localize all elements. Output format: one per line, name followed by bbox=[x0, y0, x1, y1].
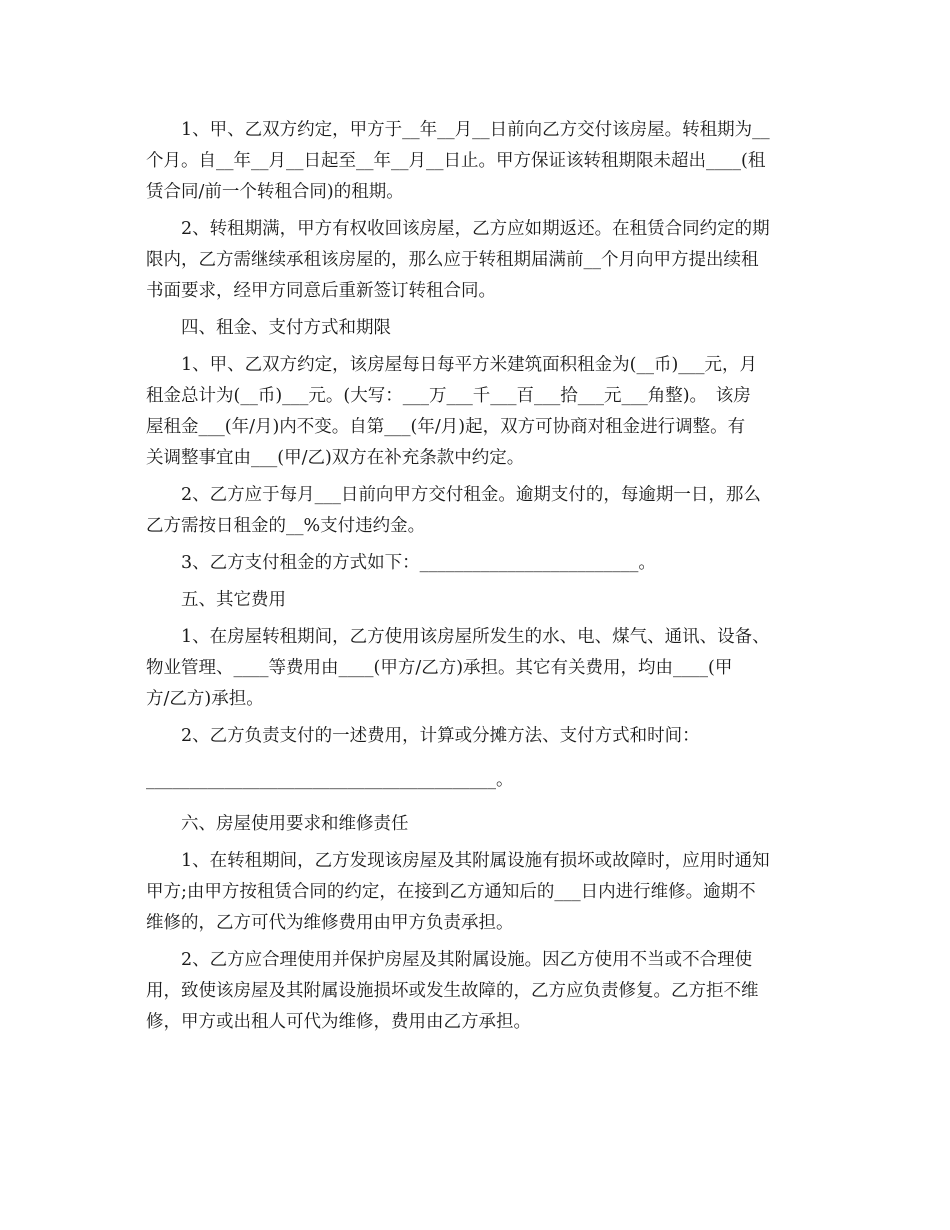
text-line: 3、乙方支付租金的方式如下：_________________________。 bbox=[146, 553, 656, 573]
text-line: 租金总计为(__币)___元。(大写：___万___千___百___拾___元___角整)。 该房 bbox=[146, 386, 751, 406]
document-body bbox=[146, 115, 810, 1038]
text-line: 方/乙方)承担。 bbox=[146, 689, 264, 709]
text-line: ________________________________________。 bbox=[146, 770, 514, 790]
text-line: 1、在转租期间，乙方发现该房屋及其附属设施有损坏或故障时，应用时通知 bbox=[146, 851, 770, 871]
text-line: 物业管理、____等费用由____(甲方/乙方)承担。其它有关费用，均由____(甲 bbox=[146, 658, 733, 678]
text-line: 1、在房屋转租期间，乙方使用该房屋所发生的水、电、煤气、通讯、设备、 bbox=[146, 627, 770, 647]
text-line: 2、转租期满，甲方有权收回该房屋，乙方应如期返还。在租赁合同约定的期 bbox=[146, 219, 770, 239]
text-line: 修，甲方或出租人可代为维修，费用由乙方承担。 bbox=[146, 1012, 531, 1032]
text-line: 用，致使该房屋及其附属设施损坏或发生故障的，乙方应负责修复。乙方拒不维 bbox=[146, 981, 759, 1001]
text-line: 2、乙方负责支付的一述费用，计算或分摊方法、支付方式和时间： bbox=[146, 726, 700, 746]
section-heading: 五、其它费用 bbox=[146, 590, 286, 610]
section-heading: 六、房屋使用要求和维修责任 bbox=[146, 814, 409, 834]
text-line: 2、乙方应合理使用并保护房屋及其附属设施。因乙方使用不当或不合理使 bbox=[146, 950, 753, 970]
text-line: 维修的，乙方可代为维修费用由甲方负责承担。 bbox=[146, 913, 514, 933]
text-line: 1、甲、乙双方约定，该房屋每日每平方米建筑面积租金为(__币)___元，月 bbox=[146, 355, 758, 375]
text-line: 甲方;由甲方按租赁合同的约定，在接到乙方通知后的___日内进行维修。逾期不 bbox=[146, 882, 756, 902]
text-line: 乙方需按日租金的__%支付违约金。 bbox=[146, 516, 426, 536]
text-line: 赁合同/前一个转租合同)的租期。 bbox=[146, 182, 404, 202]
text-line: 限内，乙方需继续承租该房屋的，那么应于转租期届满前__个月向甲方提出续租 bbox=[146, 250, 759, 270]
text-line: 1、甲、乙双方约定，甲方于__年__月__日前向乙方交付该房屋。转租期为__ bbox=[146, 120, 770, 140]
text-line: 书面要求，经甲方同意后重新签订转租合同。 bbox=[146, 281, 496, 301]
text-line: 2、乙方应于每月___日前向甲方交付租金。逾期支付的，每逾期一日，那么 bbox=[146, 485, 761, 505]
section-heading: 四、租金、支付方式和期限 bbox=[146, 318, 391, 338]
text-line: 关调整事宜由___(甲/乙)双方在补充条款中约定。 bbox=[146, 448, 525, 468]
text-line: 个月。自__年__月__日起至__年__月__日止。甲方保证该转租期限未超出____(租 bbox=[146, 151, 766, 171]
text-line: 屋租金___(年/月)内不变。自第___(年/月)起，双方可协商对租金进行调整。有 bbox=[146, 417, 746, 437]
